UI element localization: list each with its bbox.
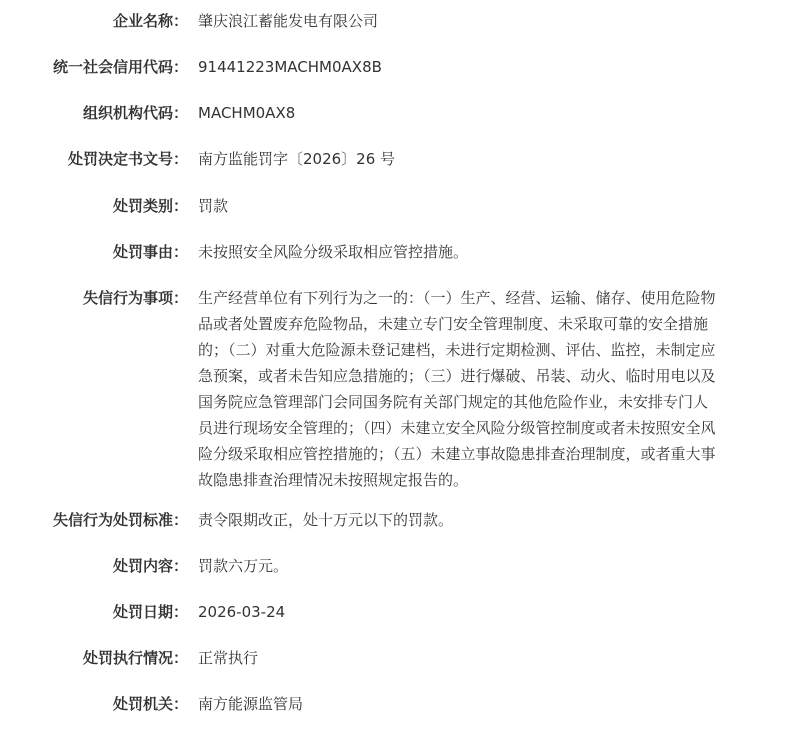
field-label: 处罚内容： bbox=[112, 557, 188, 575]
field-value: 正常执行 bbox=[198, 649, 259, 667]
field-label: 处罚机关： bbox=[112, 695, 188, 713]
field-value: 2026-03-24 bbox=[198, 603, 286, 621]
field-value: 91441223MACHM0AX8B bbox=[198, 58, 382, 76]
field-label: 统一社会信用代码： bbox=[52, 58, 188, 76]
field-value: MACHM0AX8 bbox=[198, 104, 296, 122]
field-value: 罚款 bbox=[198, 197, 229, 215]
field-label: 失信行为处罚标准： bbox=[52, 511, 188, 529]
field-value: 罚款六万元。 bbox=[198, 557, 289, 575]
field-value: 南方能源监管局 bbox=[198, 695, 304, 713]
field-label: 处罚事由： bbox=[112, 243, 188, 261]
field-label: 处罚决定书文号： bbox=[67, 150, 188, 168]
field-label: 处罚日期： bbox=[112, 603, 188, 621]
field-value: 肇庆浪江蓄能发电有限公司 bbox=[198, 12, 379, 30]
field-label: 企业名称： bbox=[112, 12, 188, 30]
field-label: 处罚类别： bbox=[112, 197, 188, 215]
field-value: 南方监能罚字〔2026〕26 号 bbox=[198, 150, 396, 168]
field-value: 未按照安全风险分级采取相应管控措施。 bbox=[198, 243, 469, 261]
field-value: 生产经营单位有下列行为之一的：（一）生产、经营、运输、储存、使用危险物品或者处置废弃危险物品，未建立专门安全管理制度、未采取可靠的安全措施的；（二）对重大危险源未登记建档，未进行定期检测、评估、监控，未制定应急预案，或者未告知应急措施的；（三）进行爆破、吊装、动火、临时用电以及国务院应急管理部门会同国务院有关部门规定的其他危险作业，未安排专门人员进行现场安全管理的；（四）未建立安全风险分级管控制度或者未按照安全风险分级采取相应管控措施的；（五）未建立事故隐患排查治理制度，或者重大事故隐患排查治理情况未按照规定报告的。 bbox=[198, 289, 716, 489]
field-label: 处罚执行情况： bbox=[82, 649, 188, 667]
field-label: 失信行为事项： bbox=[82, 289, 188, 307]
field-label: 组织机构代码： bbox=[82, 104, 188, 122]
field-value: 责令限期改正，处十万元以下的罚款。 bbox=[198, 511, 454, 529]
